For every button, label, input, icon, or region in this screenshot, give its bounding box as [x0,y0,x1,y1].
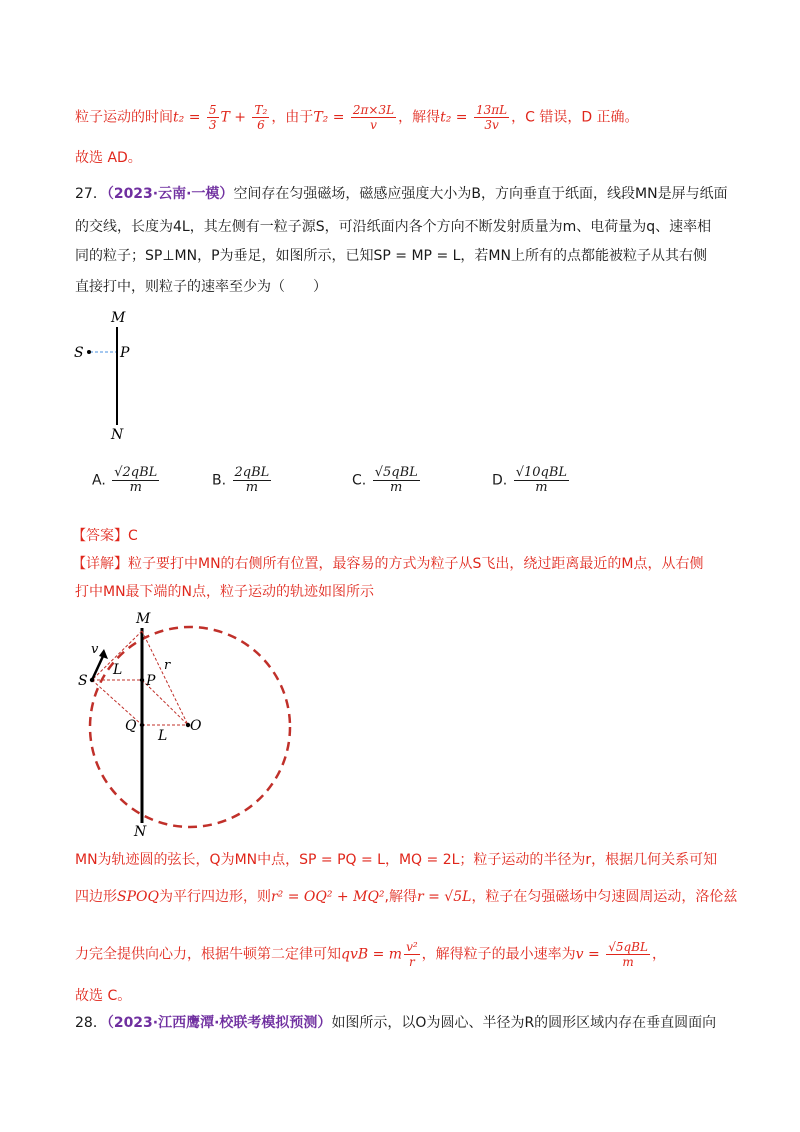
option-d[interactable] [492,466,571,495]
label-q: Q [125,718,137,734]
formula: r² = OQ² + MQ² [270,889,385,905]
option-label: B. [212,472,227,489]
option-label: A. [92,472,106,489]
text: ，由于 [271,109,314,126]
text: ，解得 [398,109,441,126]
formula: r = √5L [416,889,472,905]
question-27-line-2: 的交线，长度为4L，其左侧有一粒子源S，可沿纸面内各个方向不断发射质量为m、电荷量为q、速率相 [75,219,712,235]
label-o: O [190,718,202,734]
text: 粒子运动的时间 [75,109,173,126]
question-source: （2023·江西鹰潭·校联考模拟预测） [106,1015,332,1031]
velocity-arrow [92,654,104,680]
question-27-line-3: 同的粒子；SP⊥MN，P为垂足，如图所示，已知SP = MP = L，若MN上所有的点都能被粒子从其右侧 [75,248,707,264]
arrow-head-icon [99,649,108,659]
fraction [207,103,219,132]
frac-den: m [245,480,259,495]
question-27-line-1 [75,184,728,204]
frac-den: v [370,118,377,132]
fraction [351,103,396,132]
option-formula [373,466,420,495]
question-text: 如图所示，以O为圆心、半径为R的圆形区域内存在垂直圆面向 [331,1015,717,1031]
text: ，C 错误，D 正确。 [511,109,639,126]
answer-tag: 【答案】 [72,528,128,544]
label-n: N [134,824,147,840]
formula: T + [220,109,251,126]
fraction [252,103,269,132]
label-l-top: L [113,662,123,678]
option-formula [112,466,159,495]
label-p: P [146,673,156,689]
text: ，粒子在匀强磁场中匀速圆周运动，洛伦兹 [471,889,738,905]
frac-den: 3 [208,118,217,132]
text: ， [651,946,666,963]
frac-num: 5 [208,103,217,117]
choice-line-c: 故选 C。 [75,988,132,1004]
option-formula [514,466,569,495]
label-n: N [111,427,124,443]
explanation-line-2 [75,887,737,907]
formula: t₂ = [440,109,472,126]
label-r: r [164,658,171,673]
text: ,解得 [384,889,417,905]
point-s [87,350,91,354]
question-27-line-4: 直接打中，则粒子的速率至少为（ ） [75,279,327,295]
frac-num: √2qBL [114,465,158,480]
label-m: M [111,310,126,326]
option-c[interactable] [352,466,422,495]
question-28-line-1 [75,1013,716,1033]
option-label: C. [352,472,367,489]
figure-1-diagram [60,305,180,445]
label-p: P [120,345,130,361]
frac-den: r [409,955,415,969]
frac-den: m [535,480,548,495]
answer-value: C [128,528,138,544]
fraction [404,940,420,969]
label-s: S [74,345,84,361]
frac-num: 2qBL [234,465,270,480]
fraction [474,103,509,132]
explanation-line-1: MN为轨迹圆的弦长，Q为MN中点，SP = PQ = L，MQ = 2L；粒子运动的半径为r，根据几何关系可知 [75,852,718,868]
figure-2-trajectory-diagram [70,605,310,840]
frac-num: 13πL [475,103,508,117]
frac-num: √5qBL [374,465,418,480]
text: 力完全提供向心力，根据牛顿第二定律可知 [75,946,341,963]
detail-line-2: 打中MN最下端的N点，粒子运动的轨迹如图所示 [75,584,375,600]
question-source: （2023·云南·一模） [106,186,234,202]
text: 四边形 [75,889,117,905]
frac-den: 3v [484,118,499,132]
explanation-line-3 [75,940,666,969]
detail-text: 粒子要打中MN的右侧所有位置，最容易的方式为粒子从S飞出，绕过距离最近的M点，从右侧 [128,556,704,572]
frac-num: T₂ [254,103,268,117]
label-v: v [91,642,99,657]
frac-den: m [390,480,403,495]
frac-num: √10qBL [515,465,568,480]
point-p [140,678,144,682]
frac-num: 2π×3L [352,103,395,117]
formula: T₂ = [313,109,349,126]
frac-num: √5qBL [608,940,648,954]
frac-num: v² [406,940,418,954]
option-label: D. [492,472,508,489]
option-formula [233,466,272,495]
formula: qvB = m [341,946,403,963]
text: 为平行四边形，则 [158,889,271,905]
label-s: S [78,673,88,689]
frac-den: m [129,480,142,495]
solution-line-time [75,103,639,132]
formula: SPOQ [117,889,159,905]
fraction [606,940,650,969]
option-a[interactable] [92,466,161,495]
choice-line-ad: 故选 AD。 [75,150,142,166]
answer-line [72,526,138,546]
formula: v = [575,946,605,963]
point-s [90,678,94,682]
label-l-bottom: L [158,728,168,744]
formula: t₂ = [173,109,205,126]
detail-tag: 【详解】 [72,556,128,572]
detail-line-1 [72,554,704,574]
question-number: 28． [75,1015,107,1031]
label-m: M [136,611,151,627]
question-text: 空间存在匀强磁场，磁感应强度大小为B，方向垂直于纸面，线段MN是屏与纸面 [233,186,728,202]
text: ，解得粒子的最小速率为 [421,946,576,963]
point-q [140,723,144,727]
frac-den: m [622,955,634,969]
question-number: 27． [75,186,107,202]
option-b[interactable] [212,466,273,495]
frac-den: 6 [257,118,265,132]
